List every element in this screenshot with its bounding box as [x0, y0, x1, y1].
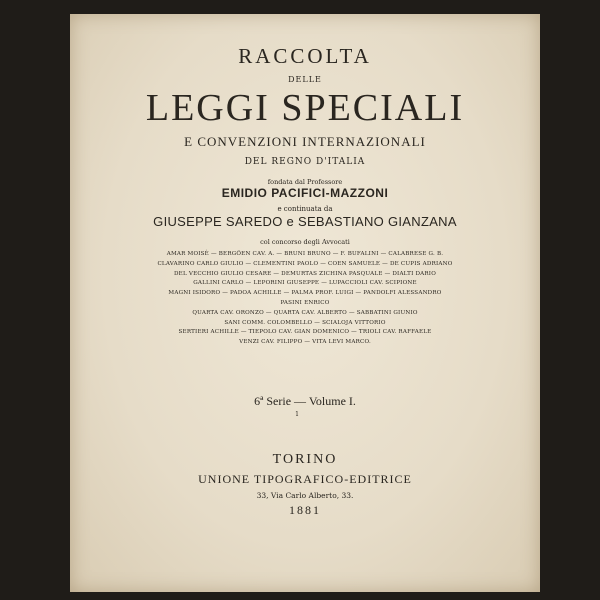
contributor-line: SERTIERI ACHILLE — TIEPOLO CAV. GIAN DOMENICO — TRIOLI CAV. RAFFAELE	[178, 329, 432, 336]
contributor-line: MAGNI ISIDORO — PADOA ACHILLE — PALMA PROF. LUIGI — PANDOLFI ALESSANDRO	[168, 290, 442, 297]
contributor-line: PASINI ENRICO	[280, 299, 330, 306]
contributor-line: VENZI CAV. FILIPPO — VITA LEVI MARCO.	[239, 339, 371, 346]
imprint-city: TORINO	[272, 452, 338, 467]
contributors-list	[70, 250, 540, 348]
main-title: LEGGI SPECIALI	[145, 87, 465, 129]
contributor-line: GALLINI CARLO — LEPORINI GIUSEPPE — LUPACCIOLI CAV. SCIPIONE	[193, 280, 417, 287]
imprint-publisher: UNIONE TIPOGRAFICO-EDITRICE	[198, 472, 412, 486]
contributor-line: CLAVARINO CARLO GIULIO — CLEMENTINI PAOLO — COEN SAMUELE — DE CUPIS ADRIANO	[157, 260, 453, 267]
contributor-line: DEL VECCHIO GIULIO CESARE — DEMURTAS ZICHINA PASQUALE — DIALTI DARIO	[173, 270, 436, 277]
subtitle: E CONVENZIONI INTERNAZIONALI	[184, 134, 426, 149]
signature-mark: 1	[295, 411, 299, 418]
founded-by-line: fondata dal Professore	[267, 178, 343, 186]
delle-word: DELLE	[288, 75, 322, 84]
raccolta-heading: RACCOLTA	[238, 44, 372, 68]
continued-by-line: e continuata da	[277, 205, 333, 213]
title-page	[70, 14, 540, 592]
contributor-line: QUARTA CAV. ORONZO — QUARTA CAV. ALBERTO — SABBATINI GIUNIO	[192, 309, 418, 316]
contributor-line: SANI COMM. COLOMBELLO — SCIALOJA VITTORIO	[224, 319, 386, 326]
contributor-line: AMAR MOISÈ — BERGÖEN CAV. A. — BRUNI BRUNO — F. BUFALINI — CALABRESE G. B.	[166, 251, 444, 257]
contributors-intro: col concorso degli Avvocati	[260, 238, 350, 246]
imprint-year: 1881	[289, 503, 321, 517]
editors-names: GIUSEPPE SAREDO e SEBASTIANO GIANZANA	[153, 214, 457, 229]
imprint-address: 33, Via Carlo Alberto, 33.	[256, 491, 354, 500]
founder-name: EMIDIO PACIFICI-MAZZONI	[221, 186, 389, 200]
kingdom-line: DEL REGNO D'ITALIA	[244, 157, 366, 167]
series-volume: 6ª Serie — Volume I.	[254, 394, 356, 408]
